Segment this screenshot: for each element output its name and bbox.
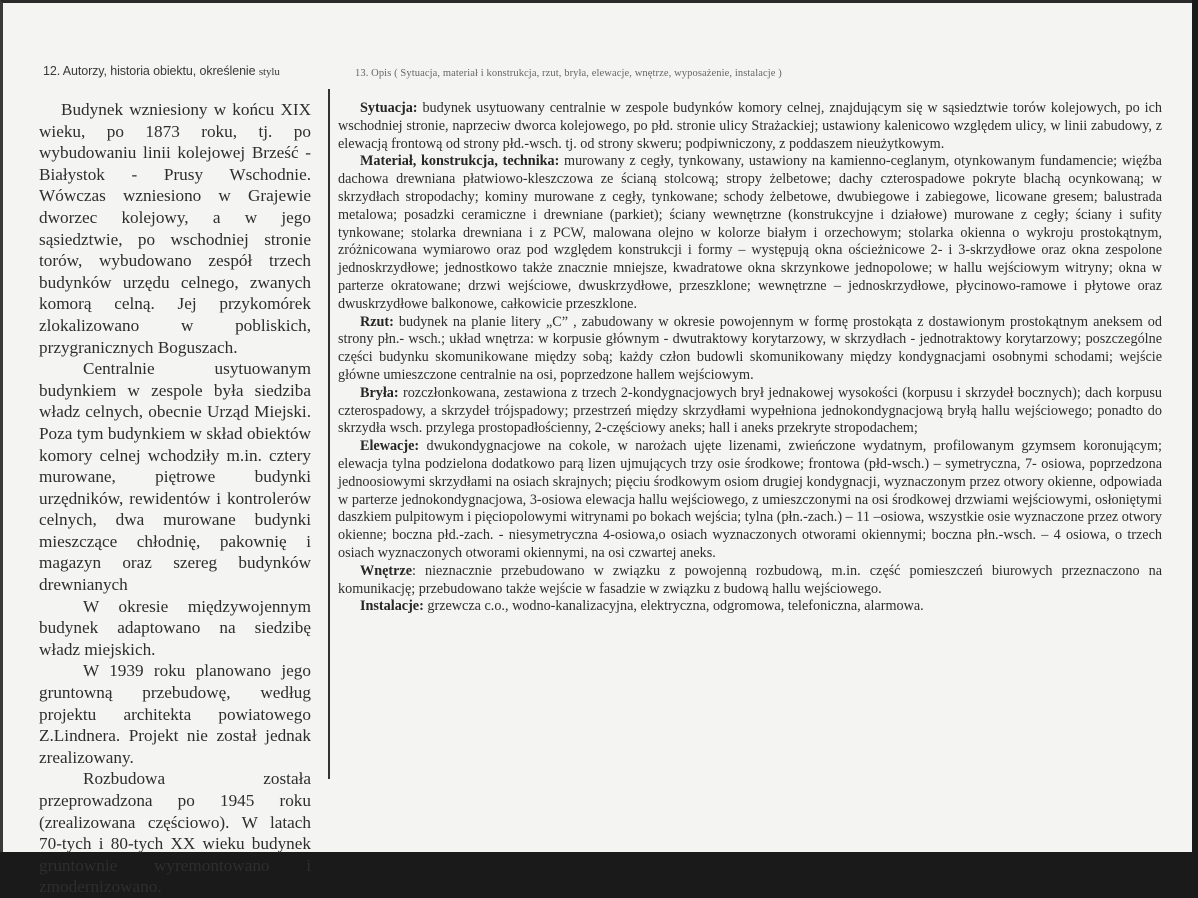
section-text: grzewcza c.o., wodno-kanalizacyjna, elektryczna, odgromowa, telefoniczna, alarmowa.: [423, 598, 924, 615]
history-paragraph: Centralnie usytuowanym budynkiem w zespole była siedziba władz celnych, obecnie Urząd Miejski. Poza tym budynkiem w skład obiektów komory celnej wchodziły m.in. cztery murowane, piętrowe budynki urzędników, rewidentów i kontrolerów celnych, dwa murowane budynki mieszczące chłodnię, pakownię i magazyn oraz szereg budynków drewnianych: [39, 359, 311, 595]
section-12-heading-tail: stylu: [258, 66, 280, 78]
section-label: Materiał, konstrukcja, technika:: [360, 153, 560, 170]
section-text: : nieznacznie przebudowano w związku z powojenną rozbudową, m.in. część pomieszczeń biurowych przeznaczono na komunikację; przebudowano także wejście w fasadzie w związku z budową hallu wejściowego.: [338, 562, 1162, 597]
section-12-heading-main: 12. Autorzy, historia obiektu, określenie: [43, 64, 256, 78]
description-section-installations: [338, 598, 1162, 616]
section-label: Wnętrze: [360, 562, 412, 579]
description-section-situation: [338, 100, 1162, 153]
section-label: Sytuacja:: [360, 100, 418, 116]
section-label: Bryła:: [360, 384, 399, 401]
description-section-material: [338, 153, 1162, 313]
section-13-heading: 13. Opis ( Sytuacja, materiał i konstrukcja, rzut, bryła, elewacje, wnętrze, wyposażenie, instalacje ): [355, 68, 782, 79]
description-column: [338, 100, 1162, 616]
section-text: murowany z cegły, tynkowany, ustawiony na kamienno-ceglanym, otynkowanym fundamencie; więźba dachowa drewniana płatwiowo-kleszczowa ze ścianą stolcową; stropy żelbetowe; dachy czterospadowe pokryte blachą ocynkowaną; w skrzydłach stropodachy; kominy murowane z cegły, tynkowane; schody żelbetowe, dwubiegowe i zabiegowe, licowane gresem; balustrada metalowa; posadzki ceramiczne i drewniane (parkiet); ściany wewnętrzne (konstrukcyjne i działowe) murowane z cegły; ściany i sufity tynkowane; stolarka drewniana i z PCW, malowana olejno w kolorze białym i orzechowym; stolarka okienna o wykroju prostokątnym, zróżnicowana wymiarowo oraz pod względem konstrukcji i formy – występują okna ościeżnicowe 2- i 3-skrzydłowe oraz okna zespolone jednoskrzydłowe; jednostkowo także znacznie mniejsze, kwadratowe okna skrzynkowe jednopolowe; w hallu wejściowym witryny; okna w parterze okratowane; drzwi wejściowe, dwuskrzydłowe, przeszklone; wewnętrzne – jednoskrzydłowe, płycinowo-ramowe i płytowe oraz dwuskrzydłowe balkonowe, całkowicie przeszklone.: [338, 153, 1162, 312]
history-paragraph: W okresie międzywojennym budynek adaptowano na siedzibę władz miejskich.: [39, 596, 311, 659]
section-text: budynek na planie litery „C” , zabudowany w okresie powojennym w formę prostokąta z dostawionym prostokątnym aneksem od strony płn.- wsch.; układ wnętrza: w korpusie głównym - dwutraktowy korytarzowy, w skrzydłach - jednotraktowy korytarzowy; poszczególne części budynku skomunikowane między sobą; każdy człon budowli skomunikowany między kondygnacjami osobnymi schodami; wejście główne umieszczone centralnie na osi, poprzedzone hallem wejściowym.: [338, 313, 1162, 383]
column-divider: [328, 89, 330, 779]
section-label: Elewacje:: [360, 438, 420, 455]
section-text: budynek usytuowany centralnie w zespole budynków komory celnej, znajdującym się w sąsiedztwie torów kolejowych, po ich wschodniej stronie, naprzeciw dworca kolejowego, po płd. stronie ulicy Strażackiej; ustawiony kalenicowo względem ulicy, w linii zabudowy, z elewacją frontową od strony płd.-wsch. tj. od strony skweru; podpiwniczony, z poddaszem nieużytkowym.: [338, 100, 1162, 152]
section-label: Rzut:: [360, 313, 394, 330]
section-text: rozczłonkowana, zestawiona z trzech 2-kondygnacjowych brył jednakowej wysokości (korpusu i skrzydeł bocznych); dach korpusu czterospadowy, a skrzydeł trójspadowy; przestrzeń między skrzydłami wypełniona jednokondygnacjową bryłą hallu wejściowego; ponadto do skrzydła wsch. przylega prostopadłościenny, 2-częściowy aneks; hall i aneks przekryte stropodachem;: [338, 384, 1162, 437]
description-section-massing: [338, 385, 1162, 438]
section-12-heading: [43, 64, 280, 78]
history-paragraph: Rozbudowa została przeprowadzona po 1945 roku (zrealizowana częściowo). W latach 70-tych i 80-tych XX wieku budynek gruntownie wyremontowano i zmodernizowano.: [39, 769, 311, 897]
description-section-interior: [338, 563, 1162, 599]
history-paragraph: Budynek wzniesiony w końcu XIX wieku, po 1873 roku, tj. po wybudowaniu linii kolejowej Brześć - Białystok - Prusy Wschodnie. Wówczas wzniesiono w Grajewie dworzec kolejowy, a w jego sąsiedztwie, po wschodniej stronie torów, wybudowano zespół trzech budynków urzędu celnego, zwanych komorą celną. Jej przykomórek zlokalizowano w pobliskich, przygranicznych Boguszach.: [39, 100, 311, 357]
history-column: [39, 99, 311, 898]
history-paragraph: W 1939 roku planowano jego gruntowną przebudowę, według projektu architekta powiatowego Z.Lindnera. Projekt nie został jednak zrealizowany.: [39, 661, 311, 767]
section-text: dwukondygnacjowe na cokole, w narożach ujęte lizenami, zwieńczone wydatnym, profilowanym gzymsem koronującym; elewacja tylna podzielona dodatkowo parą lizen ujmujących trzy osie środkowe; frontowa (płd-wsch.) – symetryczna, 7- osiowa, poprzedzona jednoosiowymi skrzydłami na osiach skrajnych; pięciu środkowym osiom drugiej kondygnacji, wyznaczonym przez otwory okienne, odpowiada w parterze jednokondygnacjowa, 3-osiowa elewacja hallu wejściowego, z umieszczonymi na osi środkowej drzwiami wejściowymi, osłoniętymi daszkiem pulpitowym i pięciopolowymi witrynami po bokach wejścia; tylna (płn.-zach.) – 11 –osiowa, wszystkie osie wyznaczone przez otwory okienne; boczna płd.-zach. - niesymetryczna 4-osiowa,o osiach wyznaczonych otworami okiennymi; boczna płn.-wsch. – 4 osiowa, o trzech osiach wyznaczonych otworami okiennymi, na osi czwartej aneks.: [338, 438, 1162, 561]
section-label: Instalacje:: [360, 598, 424, 615]
description-section-plan: [338, 314, 1162, 385]
description-section-elevations: [338, 438, 1162, 563]
